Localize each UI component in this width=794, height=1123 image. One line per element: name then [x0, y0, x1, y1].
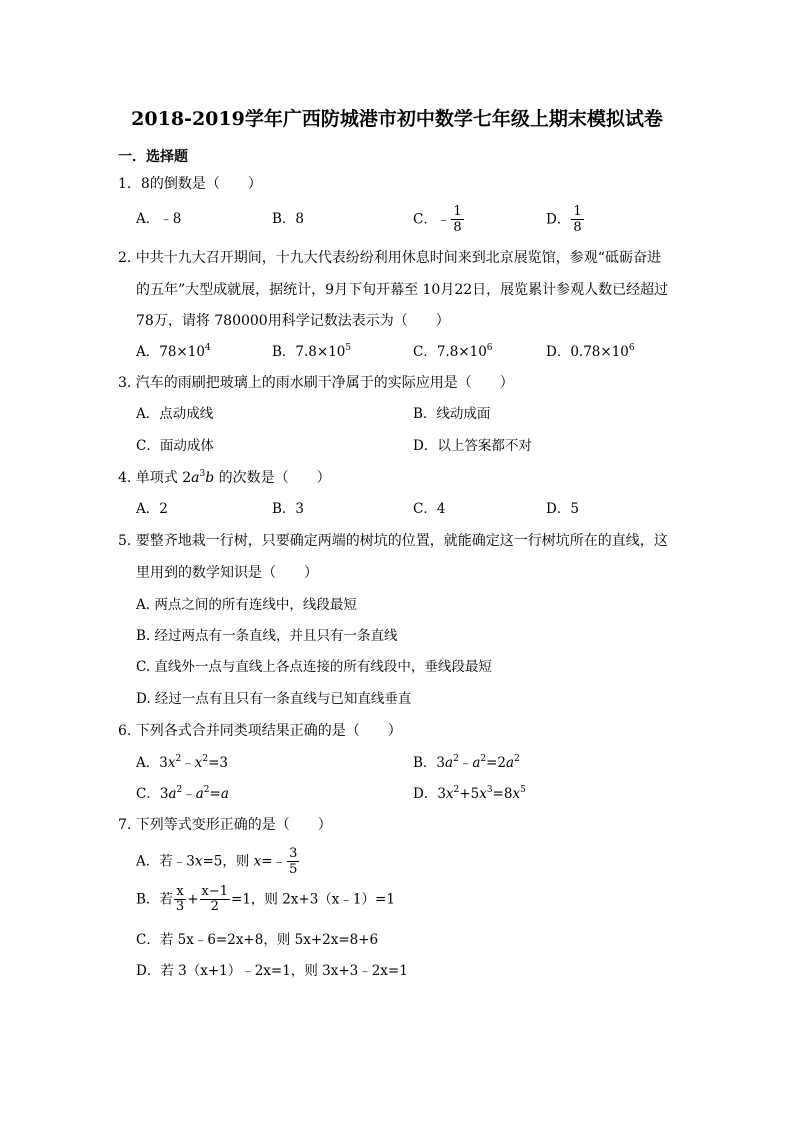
question-6-stem: 6. 下列各式合并同类项结果正确的是（ ） — [118, 723, 402, 739]
question-1-option-a: A．﹣8 — [136, 211, 182, 227]
question-1-option-d: D． $\frac{1}{8}$ — [546, 204, 582, 235]
question-3-option-d: D．以上答案都不对 — [413, 438, 532, 454]
question-6-option-b: B．$3a^2﹣a^2=2a^2$ — [413, 754, 520, 771]
question-2-option-d: D．$0.78\times 10^6$ — [546, 343, 635, 360]
question-4-option-c: C．4 — [413, 501, 446, 517]
question-4-stem: 4. 单项式 $2a^3b$ 的次数是（ ） — [118, 469, 331, 486]
question-7-option-c: C．若 5x﹣6=2x+8，则 5x+2x=8+6 — [136, 932, 379, 948]
question-4-option-b: B．3 — [272, 501, 305, 517]
question-3-stem: 3. 汽车的雨刷把玻璃上的雨水刷干净属于的实际应用是（ ） — [118, 375, 514, 391]
fraction: $\frac{x}{3}$ — [175, 884, 185, 914]
question-6-option-c: C．$3a^2﹣a^2=a$ — [136, 785, 229, 802]
question-6-option-a: A．$3x^2﹣x^2=3$ — [136, 754, 228, 771]
question-3-option-c: C．面动成体 — [136, 438, 214, 454]
question-1-stem: 1．8的倒数是（ ） — [118, 176, 262, 192]
section-heading: 一．选择题 — [118, 149, 188, 165]
question-7-stem: 7. 下列等式变形正确的是（ ） — [118, 817, 332, 833]
question-2-line-3: 78万，请将 780000用科学记数法表示为（ ） — [136, 313, 450, 329]
question-5-option-d: D. 经过一点有且只有一条直线与已知直线垂直 — [136, 691, 412, 707]
question-2-option-b: B．$7.8\times 10^5$ — [272, 343, 352, 360]
question-4-option-a: A．2 — [136, 501, 168, 517]
question-5-option-a: A. 两点之间的所有连线中，线段最短 — [136, 597, 357, 613]
question-2-option-c: C．$7.8\times 10^6$ — [413, 343, 493, 360]
question-2-line-2: 的五年”大型成就展，据统计，9月下旬开幕至 10月22日，展览累计参观人数已经超过 — [136, 282, 669, 298]
question-4-option-d: D．5 — [546, 501, 579, 517]
question-5-option-b: B. 经过两点有一条直线，并且只有一条直线 — [136, 628, 398, 644]
fraction: $\frac{1}{8}$ — [453, 204, 462, 235]
fraction: $\frac{1}{8}$ — [573, 204, 582, 235]
exam-title: 2018-2019学年广西防城港市初中数学七年级上期末模拟试卷 — [131, 108, 663, 130]
question-5-line-2: 里用到的数学知识是（ ） — [136, 565, 318, 581]
fraction: $\frac{3}{5}$ — [289, 846, 298, 877]
question-5-option-c: C. 直线外一点与直线上各点连接的所有线段中，垂线段最短 — [136, 659, 492, 675]
question-7-option-d: D．若 3（x+1）﹣2x=1，则 3x+3﹣2x=1 — [136, 963, 408, 979]
question-6-option-d: D．$3x^2+5x^3=8x^5$ — [413, 785, 526, 802]
fraction: $\frac{x-1}{2}$ — [201, 884, 229, 914]
question-7-option-a: A．若﹣3x=5，则 x=﹣ $\frac{3}{5}$ — [136, 846, 298, 877]
question-1-option-c: C．﹣ $\frac{1}{8}$ — [413, 204, 462, 235]
question-7-option-b: B．若 $\frac{x}{3}$ + $\frac{x-1}{2}$ =1，则 2x+3（x﹣1）=1 — [136, 884, 395, 914]
question-2-line-1: 2. 中共十九大召开期间，十九大代表纷纷利用休息时间来到北京展览馆，参观“砥砺奋进 — [118, 250, 661, 266]
question-3-option-a: A．点动成线 — [136, 406, 214, 422]
question-5-line-1: 5. 要整齐地栽一行树，只要确定两端的树坑的位置，就能确定这一行树坑所在的直线，这 — [118, 533, 668, 549]
question-3-option-b: B．线动成面 — [413, 406, 491, 422]
question-1-option-b: B．8 — [272, 211, 305, 227]
question-2-option-a: A．$78\times 10^4$ — [136, 343, 211, 360]
